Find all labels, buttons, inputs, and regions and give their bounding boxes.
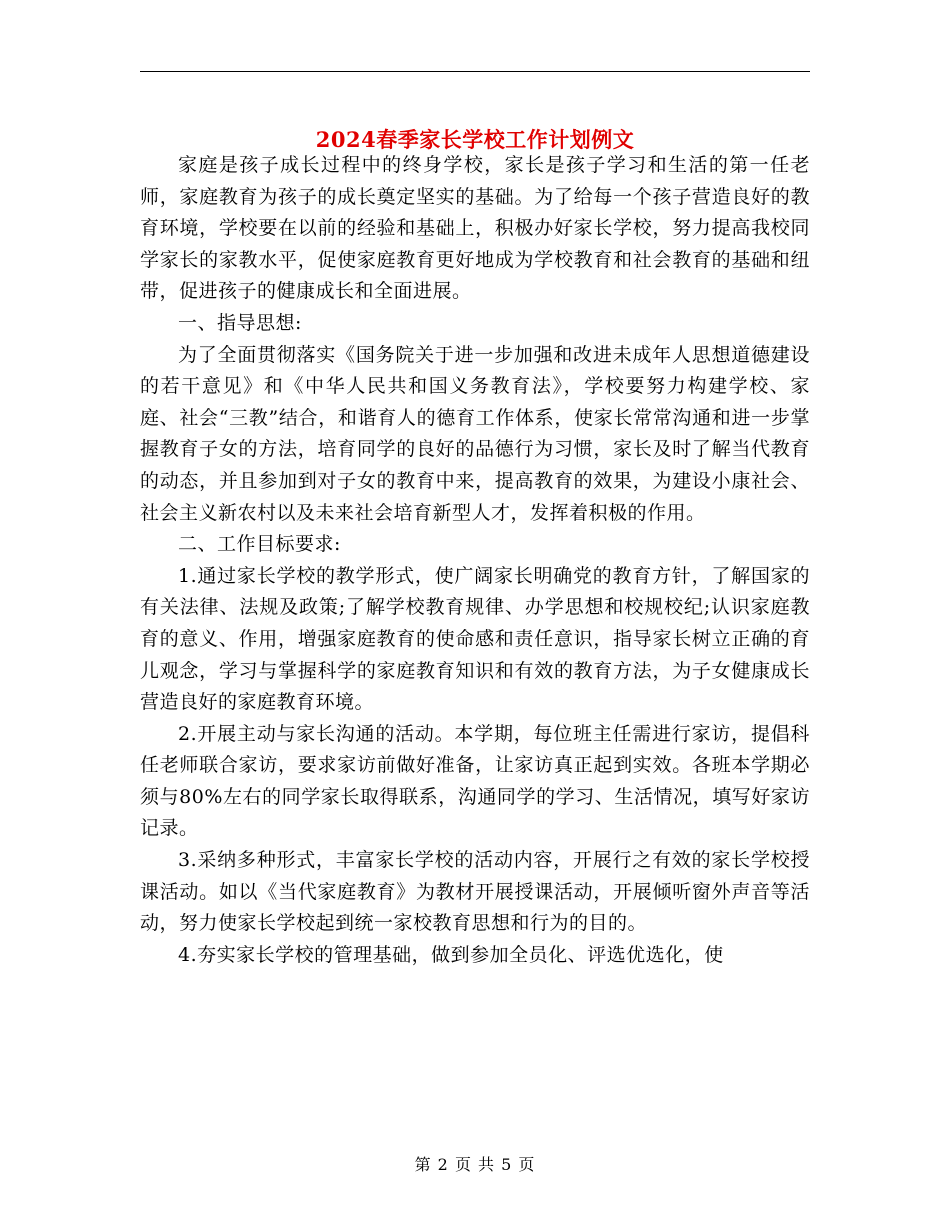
paragraph-intro: 家庭是孩子成长过程中的终身学校，家长是孩子学习和生活的第一任老师，家庭教育为孩子的成长奠定坚实的基础。为了给每一个孩子营造良好的教育环境，学校要在以前的经验和基础上，积极办好家长学校，努力提高我校同学家长的家教水平，促使家庭教育更好地成为学校教育和社会教育的基础和纽带，促进孩子的健康成长和全面进展。 [140, 154, 810, 303]
page-footer: 第 2 页 共 5 页 [414, 1155, 536, 1174]
paragraph-goal-3: 3.采纳多种形式，丰富家长学校的活动内容，开展行之有效的家长学校授课活动。如以《当代家庭教育》为教材开展授课活动，开展倾听窗外声音等活动，努力使家长学校起到统一家校教育思想和行为的目的。 [140, 849, 810, 935]
heading-work-goals: 二、工作目标要求: [178, 533, 341, 556]
document-body [140, 150, 810, 971]
header-rule [140, 71, 810, 72]
paragraph-goal-1: 1.通过家长学校的教学形式，使广阔家长明确党的教育方针，了解国家的有关法律、法规及政策;了解学校教育规律、办学思想和校规校纪;认识家庭教育的意义、作用，增强家庭教育的使命感和责任意识，指导家长树立正确的育儿观念，学习与掌握科学的家庭教育知识和有效的教育方法，为子女健康成长营造良好的家庭教育环境。 [140, 564, 810, 714]
paragraph-goal-4: 4.夯实家长学校的管理基础，做到参加全员化、评选优选化，使 [178, 943, 724, 966]
paragraph-goal-2: 2.开展主动与家长沟通的活动。本学期，每位班主任需进行家访，提倡科任老师联合家访，要求家访前做好准备，让家访真正起到实效。各班本学期必须与80%左右的同学家长取得联系，沟通同学的学习、生活情况，填写好家访记录。 [140, 722, 810, 840]
paragraph-guiding-thought: 为了全面贯彻落实《国务院关于进一步加强和改进未成年人思想道德建设的若干意见》和《中华人民共和国义务教育法》，学校要努力构建学校、家庭、社会“三教”结合，和谐育人的德育工作体系，使家长常常沟通和进一步掌握教育子女的方法，培育同学的良好的品德行为习惯，家长及时了解当代教育的动态，并且参加到对子女的教育中来，提高教育的效果，为建设小康社会、社会主义新农村以及未来社会培育新型人才，发挥着积极的作用。 [140, 343, 810, 524]
document-title: 2024春季家长学校工作计划例文 [315, 127, 635, 153]
heading-guiding-thought: 一、指导思想: [178, 311, 302, 334]
